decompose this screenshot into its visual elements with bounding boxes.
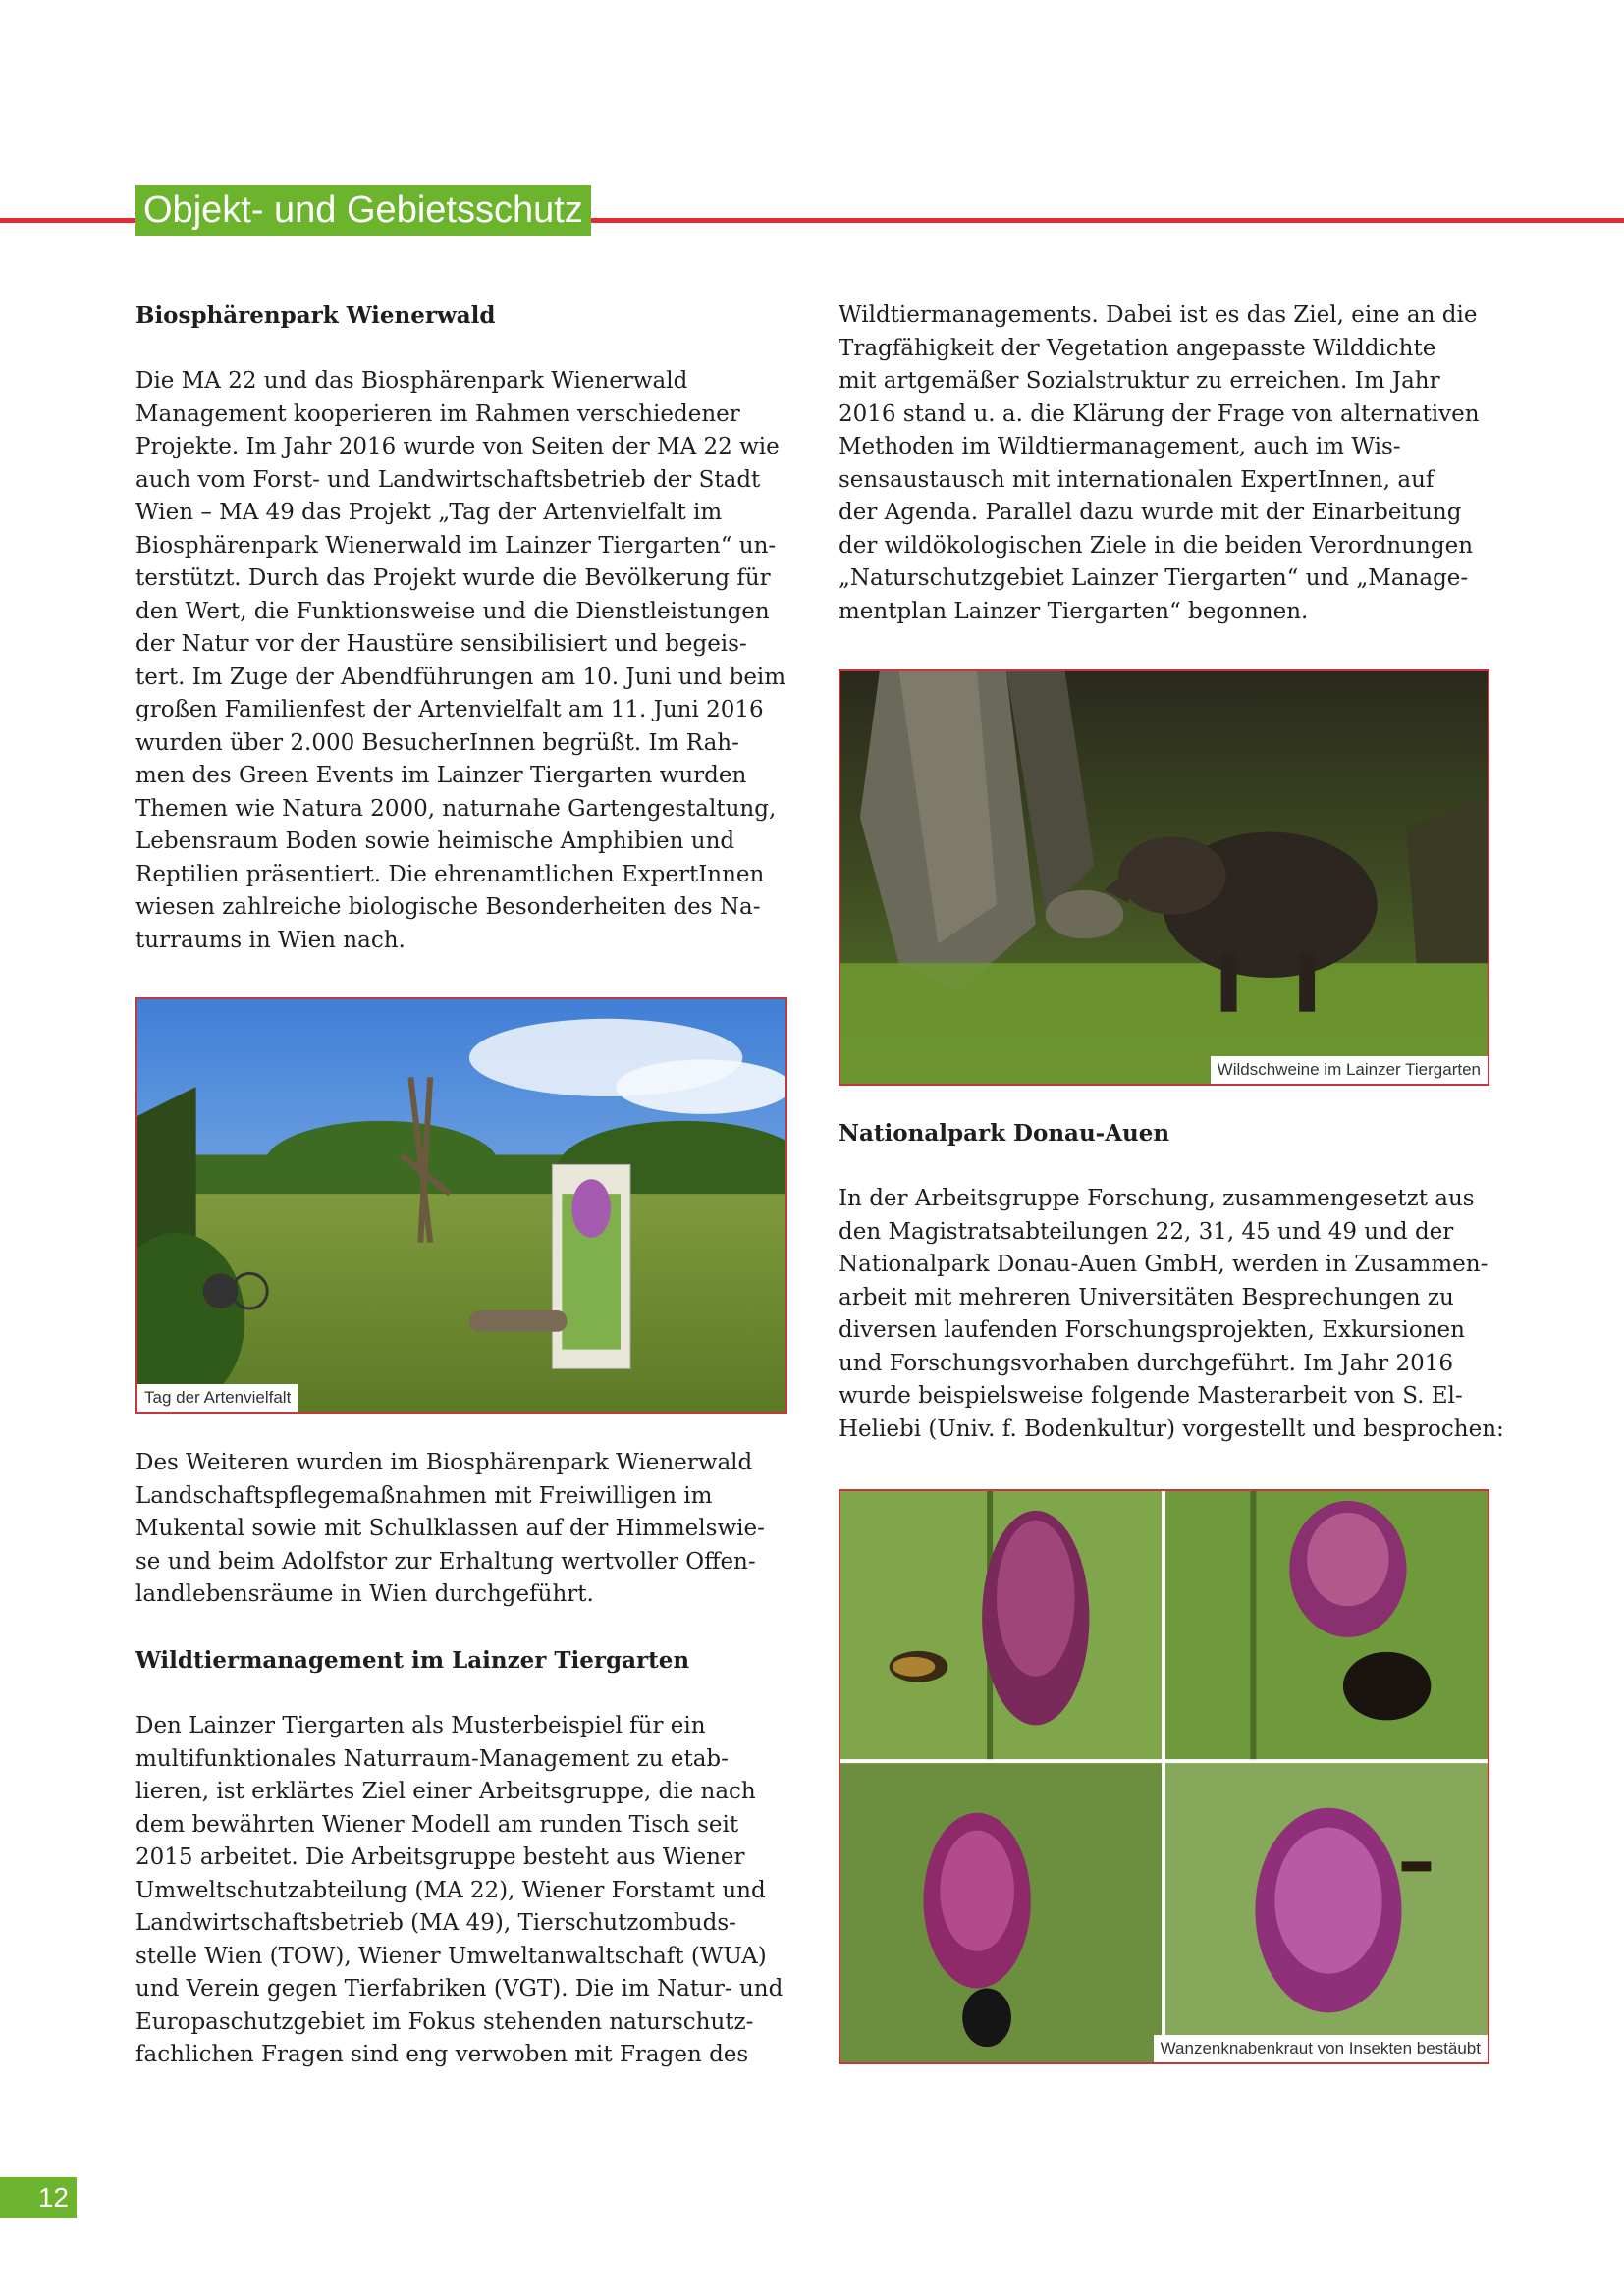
text-line: Wildtiermanagements. Dabei ist es das Ziel, eine an die (839, 302, 1478, 328)
text-line: 2015 arbeitet. Die Arbeitsgruppe besteht aus Wiener (135, 1844, 745, 1870)
paragraph-lines (135, 365, 803, 957)
text-line: Den Lainzer Tiergarten als Musterbeispiel für ein (135, 1713, 706, 1738)
orchid-caption: Wanzenknabenkraut von Insekten bestäubt (1154, 2035, 1488, 2062)
right-column-bottom (839, 1117, 1506, 1446)
text-line: dem bewährten Wiener Modell am runden Tisch seit (135, 1811, 739, 1838)
text-line: multifunktionales Naturraum-Management zu etab- (135, 1745, 729, 1772)
text-line: Nationalpark Donau-Auen GmbH, werden in Zusammen- (839, 1252, 1489, 1277)
text-line: turraums in Wien nach. (135, 927, 406, 953)
text-line: Landschaftspflegemaßnahmen mit Freiwilligen im (135, 1482, 713, 1509)
text-line: lieren, ist erklärtes Ziel einer Arbeitsgruppe, die nach (135, 1779, 756, 1804)
text-line: Themen wie Natura 2000, naturnahe Gartengestaltung, (135, 795, 777, 822)
text-line: großen Familienfest der Artenvielfalt am 11. Juni 2016 (135, 697, 764, 722)
left-column-bottom (135, 1447, 803, 2072)
text-line: der Natur vor der Haustüre sensibilisiert und begeis- (135, 631, 747, 657)
text-line: arbeit mit mehreren Universitäten Besprechungen zu (839, 1284, 1454, 1310)
text-line: Die MA 22 und das Biosphärenpark Wienerwald (135, 368, 688, 394)
text-line: diversen laufenden Forschungsprojekten, Exkursionen (839, 1317, 1465, 1343)
text-line: men des Green Events im Lainzer Tiergarten wurden (135, 763, 747, 788)
heading-biosphaerenpark: Biosphärenpark Wienerwald (135, 302, 496, 329)
meadow-photo (135, 997, 787, 1414)
text-line: den Wert, die Funktionsweise und die Dienstleistungen (135, 598, 770, 624)
orchid-images (840, 1491, 1488, 2062)
text-line: Methoden im Wildtiermanagement, auch im Wis- (839, 434, 1401, 459)
paragraph-lines (839, 299, 1506, 628)
page-number: 12 (0, 2177, 77, 2218)
text-line: Wien – MA 49 das Projekt „Tag der Artenvielfalt im (135, 500, 723, 525)
text-line: 2016 stand u. a. die Klärung der Frage von alternativen (839, 400, 1480, 427)
text-line: mentplan Lainzer Tiergarten“ begonnen. (839, 598, 1309, 624)
orchid-tile-4 (1165, 1763, 1488, 2062)
heading-nationalpark: Nationalpark Donau-Auen (839, 1120, 1170, 1147)
text-line: sensaustausch mit internationalen ExpertInnen, auf (839, 466, 1435, 493)
section-title: Objekt- und Gebietsschutz (135, 185, 591, 236)
text-line: In der Arbeitsgruppe Forschung, zusammengesetzt aus (839, 1186, 1475, 1211)
text-line: Mukental sowie mit Schulklassen auf der Himmelswie- (135, 1516, 765, 1541)
text-line: Des Weiteren wurden im Biosphärenpark Wienerwald (135, 1450, 753, 1475)
text-line: mit artgemäßer Sozialstruktur zu erreichen. Im Jahr (839, 368, 1440, 394)
heading-wildtiermanagement: Wildtiermanagement im Lainzer Tiergarten (135, 1647, 690, 1674)
meadow-image (137, 999, 785, 1412)
text-line: Heliebi (Univ. f. Bodenkultur) vorgestellt und besprochen: (839, 1415, 1504, 1442)
text-line: wurde beispielsweise folgende Masterarbeit von S. El- (839, 1383, 1463, 1409)
text-line: Reptilien präsentiert. Die ehrenamtlichen ExpertInnen (135, 861, 765, 887)
text-line: Landwirtschaftsbetrieb (MA 49), Tierschutzombuds- (135, 1910, 736, 1936)
text-line: se und beim Adolfstor zur Erhaltung wertvoller Offen- (135, 1548, 756, 1575)
text-line: der wildökologischen Ziele in die beiden Verordnungen (839, 532, 1474, 559)
text-line: fachlichen Fragen sind eng verwoben mit Fragen des (135, 2042, 749, 2067)
text-line: wurden über 2.000 BesucherInnen begrüßt. Im Rah- (135, 729, 739, 756)
text-line: und Forschungsvorhaben durchgeführt. Im Jahr 2016 (839, 1350, 1454, 1376)
right-column-top (839, 299, 1506, 628)
text-line: landlebensräume in Wien durchgeführt. (135, 1581, 594, 1607)
boar-photo (839, 669, 1489, 1086)
boar-caption: Wildschweine im Lainzer Tiergarten (1211, 1056, 1488, 1084)
text-line: Lebensraum Boden sowie heimische Amphibien und (135, 828, 735, 854)
text-line: Management kooperieren im Rahmen verschiedener (135, 400, 740, 427)
text-line: der Agenda. Parallel dazu wurde mit der Einarbeitung (839, 500, 1462, 525)
paragraph-lines (135, 1447, 803, 1612)
orchid-tile-1 (840, 1491, 1162, 1759)
text-line: Biosphärenpark Wienerwald im Lainzer Tiergarten“ un- (135, 532, 777, 559)
paragraph-lines (135, 1710, 803, 2072)
boar-image (840, 671, 1488, 1084)
left-column-top (135, 299, 803, 957)
text-line: auch vom Forst- und Landwirtschaftsbetrieb der Stadt (135, 466, 761, 493)
meadow-caption: Tag der Artenvielfalt (137, 1384, 298, 1412)
text-line: Tragfähigkeit der Vegetation angepasste Wilddichte (839, 335, 1436, 361)
text-line: stelle Wien (TOW), Wiener Umweltanwaltschaft (WUA) (135, 1943, 767, 1969)
orchid-tile-3 (840, 1763, 1162, 2062)
text-line: Umweltschutzabteilung (MA 22), Wiener Forstamt und (135, 1877, 766, 1903)
paragraph-lines (839, 1183, 1506, 1446)
orchid-photo-grid (839, 1489, 1489, 2064)
text-line: terstützt. Durch das Projekt wurde die Bevölkerung für (135, 565, 771, 591)
text-line: Europaschutzgebiet im Fokus stehenden naturschutz- (135, 2008, 754, 2035)
text-line: den Magistratsabteilungen 22, 31, 45 und 49 und der (839, 1218, 1454, 1245)
text-line: Projekte. Im Jahr 2016 wurde von Seiten der MA 22 wie (135, 434, 780, 459)
text-line: tert. Im Zuge der Abendführungen am 10. Juni und beim (135, 664, 786, 690)
orchid-tile-2 (1165, 1491, 1488, 1759)
text-line: und Verein gegen Tierfabriken (VGT). Die im Natur- und (135, 1976, 784, 2002)
text-line: wiesen zahlreiche biologische Besonderheiten des Na- (135, 894, 761, 920)
text-line: „Naturschutzgebiet Lainzer Tiergarten“ und „Manage- (839, 565, 1469, 591)
